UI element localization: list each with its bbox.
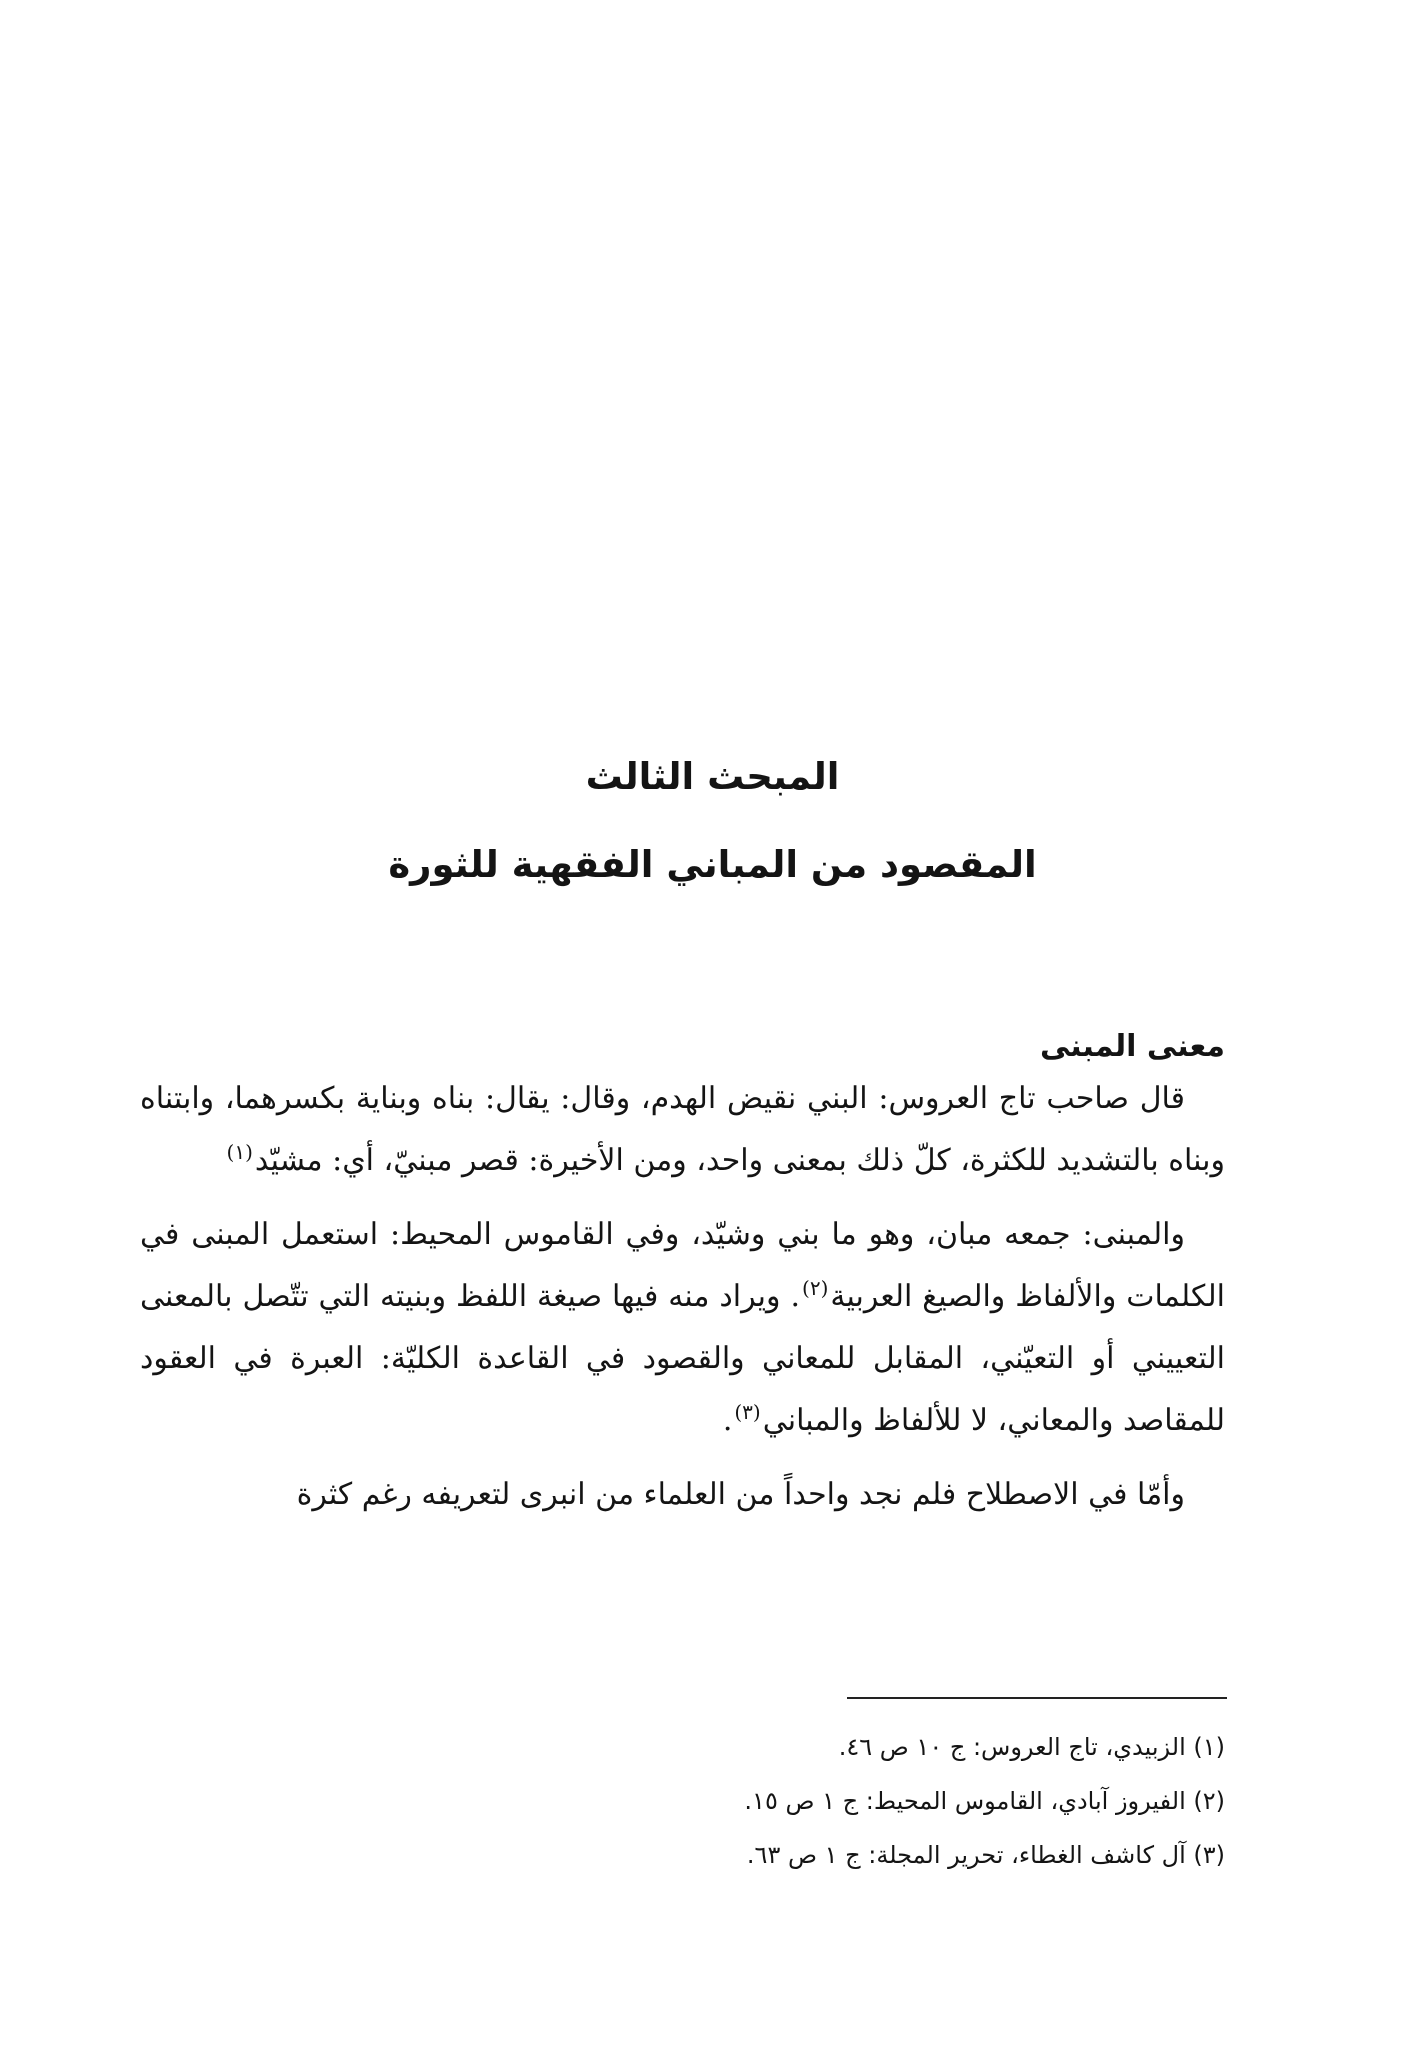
paragraph-text: قال صاحب تاج العروس: البني نقيض الهدم، وقال: يقال: بناه وبناية بكسرهما، وابتناه وبناه بالتشديد للكثرة، كلّ ذلك بمعنى واحد، ومن الأخيرة: قصر مبنيّ، أي: مشيّد xyxy=(140,1081,1225,1178)
footnote-ref: (٣) xyxy=(734,1400,761,1424)
chapter-title: المبحث الثالث xyxy=(585,755,840,798)
paragraph-text-continued: . ويراد منه فيها صيغة اللفظ وبنيته التي تتّصل بالمعنى التعييني أو التعيّني، المقابل للمعاني والقصود في القاعدة الكليّة: العبرة في العقود للمقاصد والمعاني، لا للألفاظ والمباني xyxy=(140,1279,1225,1438)
paragraph-text: وأمّا في الاصطلاح فلم نجد واحداً من العلماء من انبرى لتعريفه رغم كثرة xyxy=(296,1477,1185,1512)
footnote: (٣) آل كاشف الغطاء، تحرير المجلة: ج ١ ص ٦٣. xyxy=(746,1841,1225,1869)
footnote: (٢) الفيروز آبادي، القاموس المحيط: ج ١ ص ١٥. xyxy=(744,1787,1225,1815)
section-heading: معنى المبنى xyxy=(1039,1029,1225,1064)
paragraph-end: . xyxy=(722,1403,733,1438)
footnote-ref: (٢) xyxy=(802,1276,829,1300)
chapter-subtitle: المقصود من المباني الفقهية للثورة xyxy=(388,843,1037,886)
paragraph xyxy=(140,1464,1225,1526)
footnote-divider xyxy=(847,1697,1227,1699)
paragraph xyxy=(140,1204,1225,1452)
footnote-ref: (١) xyxy=(226,1140,253,1164)
footnote: (١) الزبيدي، تاج العروس: ج ١٠ ص ٤٦. xyxy=(838,1733,1225,1761)
body-text xyxy=(140,1068,1225,1538)
paragraph-text: والمبنى: جمعه مبان، وهو ما بني وشيّد، وفي القاموس المحيط: استعمل المبنى في الكلمات والألفاظ والصيغ العربية xyxy=(140,1217,1225,1314)
paragraph xyxy=(140,1068,1225,1192)
footnotes xyxy=(140,1720,1225,1882)
